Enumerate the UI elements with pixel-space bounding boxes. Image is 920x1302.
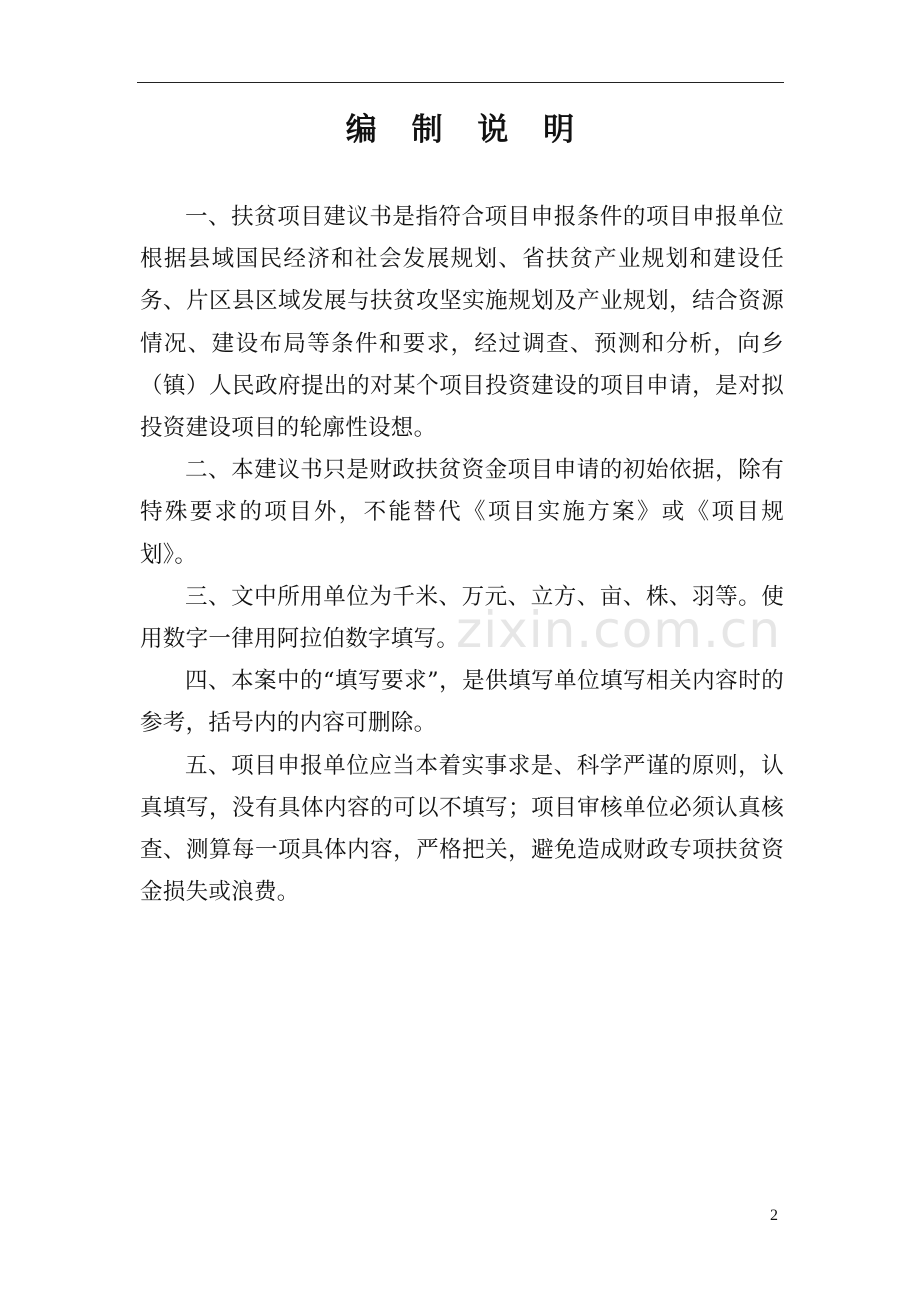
paragraph-5: 五、项目申报单位应当本着实事求是、科学严谨的原则，认真填写，没有具体内容的可以不填写；项目审核单位必须认真核查、测算每一项具体内容，严格把关，避免造成财政专项扶贫资金损失或浪费。: [140, 752, 784, 906]
paragraph-4: 四、本案中的“填写要求”，是供填写单位填写相关内容时的参考，括号内的内容可删除。: [140, 668, 784, 737]
paragraph-1: 一、扶贫项目建议书是指符合项目申报条件的项目申报单位根据县域国民经济和社会发展规划、省扶贫产业规划和建设任务、片区县区域发展与扶贫攻坚实施规划及产业规划，结合资源情况、建设布局等条件和要求，经过调查、预测和分析，向乡（镇）人民政府提出的对某个项目投资建设的项目申请，是对拟投资建设项目的轮廓性设想。: [140, 204, 784, 442]
document-body: [140, 196, 784, 913]
watermark: zixin.com.cn: [456, 601, 782, 659]
document-title: 编 制 说 明: [345, 112, 587, 148]
header-rule: [137, 82, 784, 83]
paragraph-3: 三、文中所用单位为千米、万元、立方、亩、株、羽等。使用数字一律用阿拉伯数字填写。: [140, 583, 784, 653]
paragraph-2: 二、本建议书只是财政扶贫资金项目申请的初始依据，除有特殊要求的项目外，不能替代《项目实施方案》或《项目规划》。: [140, 457, 784, 568]
page-number: 2: [770, 1207, 778, 1224]
